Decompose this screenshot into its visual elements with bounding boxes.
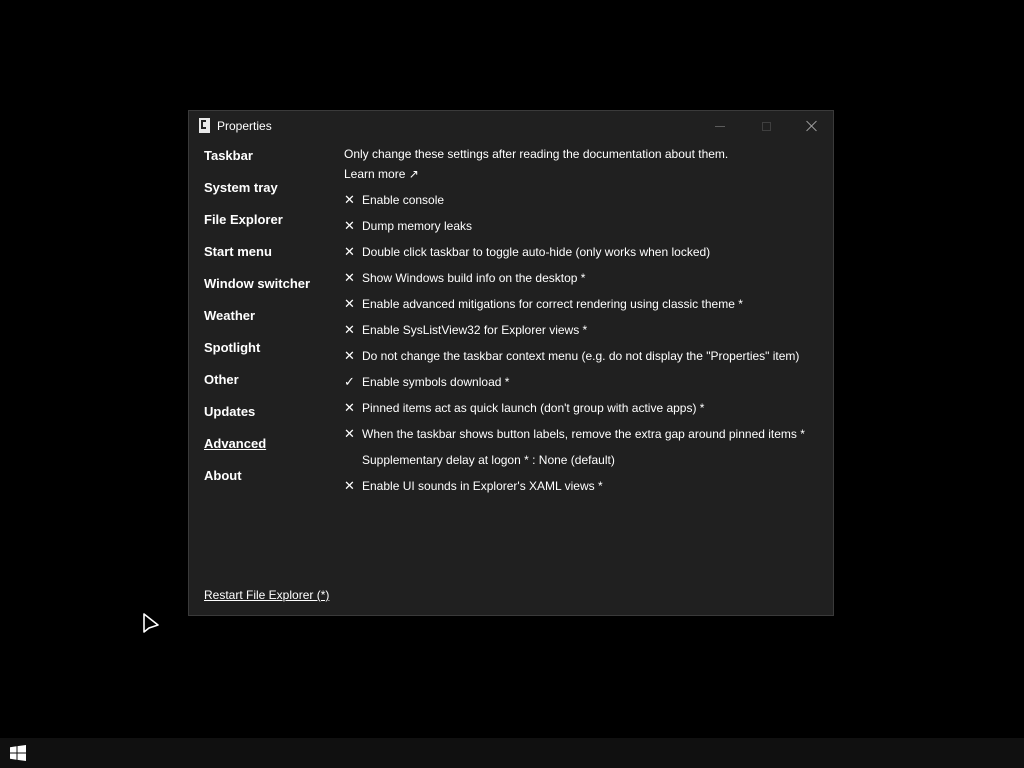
title-bar[interactable] <box>189 111 833 141</box>
sidebar-item-other[interactable] <box>204 371 334 403</box>
sidebar-item-label: File Explorer <box>204 212 283 227</box>
sidebar-item-file-explorer[interactable] <box>204 211 334 243</box>
option-label: Enable advanced mitigations for correct rendering using classic theme * <box>362 297 743 311</box>
option-show-build-info[interactable] <box>344 270 824 296</box>
sidebar-item-label: About <box>204 468 242 483</box>
option-label: Enable SysListView32 for Explorer views * <box>362 323 588 337</box>
option-label: Enable console <box>362 193 445 207</box>
unchecked-icon: ✕ <box>344 322 355 337</box>
window-title: Properties <box>217 119 272 133</box>
intro-text: Only change these settings after reading the documentation about them. <box>344 147 729 161</box>
sidebar-item-system-tray[interactable] <box>204 179 334 211</box>
mouse-pointer-icon <box>142 612 162 636</box>
advanced-settings-panel <box>344 146 824 504</box>
sidebar-item-label: Spotlight <box>204 340 261 355</box>
properties-window <box>188 110 834 616</box>
start-button[interactable] <box>0 738 36 768</box>
sidebar-item-label: Window switcher <box>204 276 311 291</box>
option-syslistview32[interactable] <box>344 322 824 348</box>
option-label: When the taskbar shows button labels, remove the extra gap around pinned items * <box>362 427 805 441</box>
sidebar-item-weather[interactable] <box>204 307 334 339</box>
restart-file-explorer-link[interactable]: Restart File Explorer (*) <box>204 588 330 602</box>
sidebar-item-updates[interactable] <box>204 403 334 435</box>
sidebar-item-label: Start menu <box>204 244 272 259</box>
option-symbols-download[interactable] <box>344 374 824 400</box>
unchecked-icon: ✕ <box>344 192 355 207</box>
unchecked-icon: ✕ <box>344 218 355 233</box>
option-remove-pinned-gap[interactable] <box>344 426 824 452</box>
sidebar-item-label: Taskbar <box>204 148 253 163</box>
maximize-button[interactable] <box>743 111 789 141</box>
minimize-button[interactable] <box>697 111 743 141</box>
sidebar-item-advanced[interactable] <box>204 435 334 467</box>
option-label: Do not change the taskbar context menu (e.g. do not display the "Properties" item) <box>362 349 800 363</box>
option-dump-memory-leaks[interactable] <box>344 218 824 244</box>
windows-logo-icon <box>10 745 26 761</box>
option-label: Double click taskbar to toggle auto-hide (only works when locked) <box>362 245 711 259</box>
unchecked-icon: ✕ <box>344 478 355 493</box>
option-taskbar-context-menu[interactable] <box>344 348 824 374</box>
unchecked-icon: ✕ <box>344 296 355 311</box>
sidebar-item-label: Updates <box>204 404 256 419</box>
option-label: Show Windows build info on the desktop * <box>362 271 586 285</box>
sidebar-item-label: Other <box>204 372 239 387</box>
taskbar <box>0 738 1024 768</box>
maximize-icon <box>762 122 771 131</box>
option-enable-console[interactable] <box>344 192 824 218</box>
option-logon-delay[interactable] <box>344 452 824 478</box>
minimize-icon <box>715 126 725 127</box>
sidebar-item-window-switcher[interactable] <box>204 275 334 307</box>
option-label: Pinned items act as quick launch (don't group with active apps) * <box>362 401 705 415</box>
unchecked-icon: ✕ <box>344 348 355 363</box>
sidebar <box>204 147 334 499</box>
unchecked-icon: ✕ <box>344 270 355 285</box>
sidebar-item-spotlight[interactable] <box>204 339 334 371</box>
unchecked-icon: ✕ <box>344 400 355 415</box>
option-double-click-auto-hide[interactable] <box>344 244 824 270</box>
option-label: Dump memory leaks <box>362 219 473 233</box>
close-button[interactable] <box>789 111 835 141</box>
checkmark-icon: ✓ <box>344 374 355 389</box>
sidebar-item-label: System tray <box>204 180 278 195</box>
learn-more-link[interactable]: Learn more ↗ <box>344 167 419 181</box>
unchecked-icon: ✕ <box>344 426 355 441</box>
option-label: Enable symbols download * <box>362 375 510 389</box>
option-pinned-quick-launch[interactable] <box>344 400 824 426</box>
close-icon <box>806 120 818 132</box>
option-advanced-mitigations[interactable] <box>344 296 824 322</box>
option-label: Enable UI sounds in Explorer's XAML views * <box>362 479 603 493</box>
sidebar-item-label: Advanced <box>204 436 267 451</box>
option-label: Supplementary delay at logon * : None (default) <box>362 453 615 467</box>
option-xaml-ui-sounds[interactable] <box>344 478 824 504</box>
sidebar-item-label: Weather <box>204 308 256 323</box>
sidebar-item-taskbar[interactable] <box>204 147 334 179</box>
sidebar-item-start-menu[interactable] <box>204 243 334 275</box>
unchecked-icon: ✕ <box>344 244 355 259</box>
app-icon <box>199 118 210 133</box>
sidebar-item-about[interactable] <box>204 467 334 499</box>
